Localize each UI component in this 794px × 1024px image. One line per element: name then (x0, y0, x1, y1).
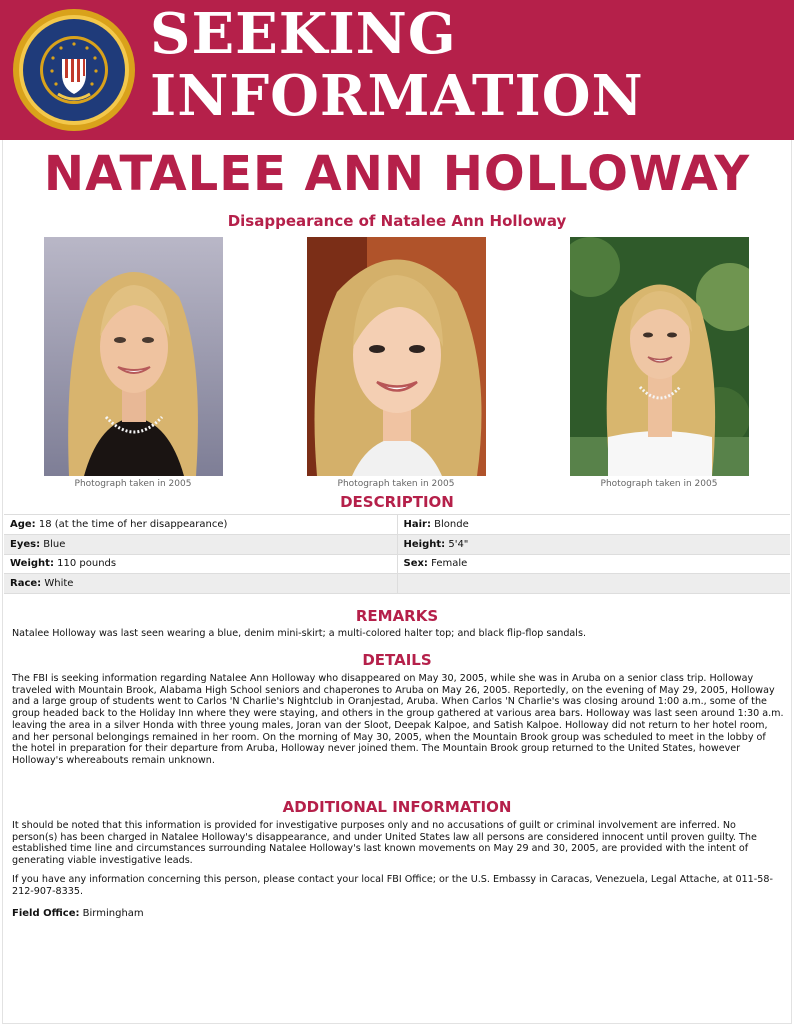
details-heading: DETAILS (362, 651, 432, 669)
weight-label: Weight: (10, 558, 54, 570)
race-label: Race: (10, 578, 42, 590)
description-cell (4, 534, 397, 554)
height-label: Height: (403, 538, 446, 550)
additional-information-text: It should be noted that this information is provided for investigative purposes only and no accusations of guilt or criminal involvement are inferred. No person(s) has been charged in Natalee Holloway's disappearance, and under United States law all persons are considered innocent until proven guilty. The established time line and circumstances surrounding Natalee Holloway's last known movements on May 29 and 30, 2005, are provided with the intent of generating viable investigative leads. (12, 820, 757, 867)
age-label: Age: (10, 518, 36, 530)
description-row (4, 515, 790, 535)
remarks-text: Natalee Holloway was last seen wearing a blue, denim mini-skirt; a multi-colored halter top; and black flip-flop sandals. (12, 628, 587, 639)
description-cell (4, 574, 397, 594)
sex-value: Female (431, 558, 468, 570)
height-value: 5'4" (448, 538, 469, 550)
eyes-value: Blue (43, 538, 66, 550)
description-heading: DESCRIPTION (340, 493, 454, 511)
banner-title-line-1: SEEKING (150, 1, 457, 67)
fbi-seal-logo (12, 8, 136, 132)
field-office-label: Field Office: (12, 908, 80, 919)
hair-value: Blonde (434, 518, 469, 530)
contact-information-text: If you have any information concerning this person, please contact your local FBI Office; or the U.S. Embassy in Caracas, Venezuela, Legal Attache, at 011-58-212-907-8335. (12, 874, 773, 897)
sex-label: Sex: (403, 558, 428, 570)
remarks-heading: REMARKS (355, 607, 439, 625)
additional-information-heading: ADDITIONAL INFORMATION (282, 798, 512, 816)
photo-3-caption: Photograph taken in 2005 (600, 479, 718, 489)
description-cell (4, 554, 397, 574)
description-cell (397, 554, 790, 574)
description-table (4, 514, 790, 594)
photo-1-caption: Photograph taken in 2005 (74, 479, 192, 489)
hair-label: Hair: (403, 518, 431, 530)
person-name: NATALEE ANN HOLLOWAY (43, 146, 751, 202)
description-row (4, 534, 790, 554)
photo-2 (307, 237, 486, 476)
photo-1 (44, 237, 223, 476)
details-text: The FBI is seeking information regarding Natalee Ann Holloway who disappeared on May 30, 2005, while she was in Aruba on a senior class trip. Holloway traveled with Mountain Brook, Alabama High School seniors and chaperones to Aruba on May 26, 2005. Reportedly, on the evening of May 29, 2005, Holloway and a large group of students went to Carlos 'N Charlie's Nightclub in Oranjestad, Aruba. When Carlos 'N Charlie's was closing around 1:00 a.m., some of the group headed back to the Holiday Inn where they were staying, and others in the group gathered at various area bars. Holloway was last seen around 1:30 a.m. leaving the area in a silver Honda with three young males, Joran van der Sloot, Deepak Kalpoe, and Satish Kalpoe. Holloway did not return to her hotel room, and her personal belongings remained in her room. On the morning of May 30, 2005, when the Mountain Brook group was scheduled to meet in the lobby of the hotel in preparation for their departure from Aruba, Holloway never joined them. The Mountain Brook group returned to the United States, however Holloway's whereabouts remain unknown. (12, 673, 784, 766)
case-subtitle: Disappearance of Natalee Ann Holloway (227, 212, 567, 230)
eyes-label: Eyes: (10, 538, 41, 550)
banner-title-line-2: INFORMATION (150, 63, 644, 129)
photo-2-caption: Photograph taken in 2005 (337, 479, 455, 489)
description-row (4, 554, 790, 574)
header-banner (0, 0, 794, 140)
photo-3 (570, 237, 749, 476)
race-value: White (44, 578, 74, 590)
description-row (4, 574, 790, 594)
description-cell-empty (397, 574, 790, 594)
age-value: 18 (at the time of her disappearance) (38, 518, 228, 530)
weight-value: 110 pounds (57, 558, 117, 570)
description-cell (397, 534, 790, 554)
description-cell (4, 515, 397, 535)
field-office-value: Birmingham (82, 908, 144, 919)
field-office (12, 907, 144, 921)
description-cell (397, 515, 790, 535)
